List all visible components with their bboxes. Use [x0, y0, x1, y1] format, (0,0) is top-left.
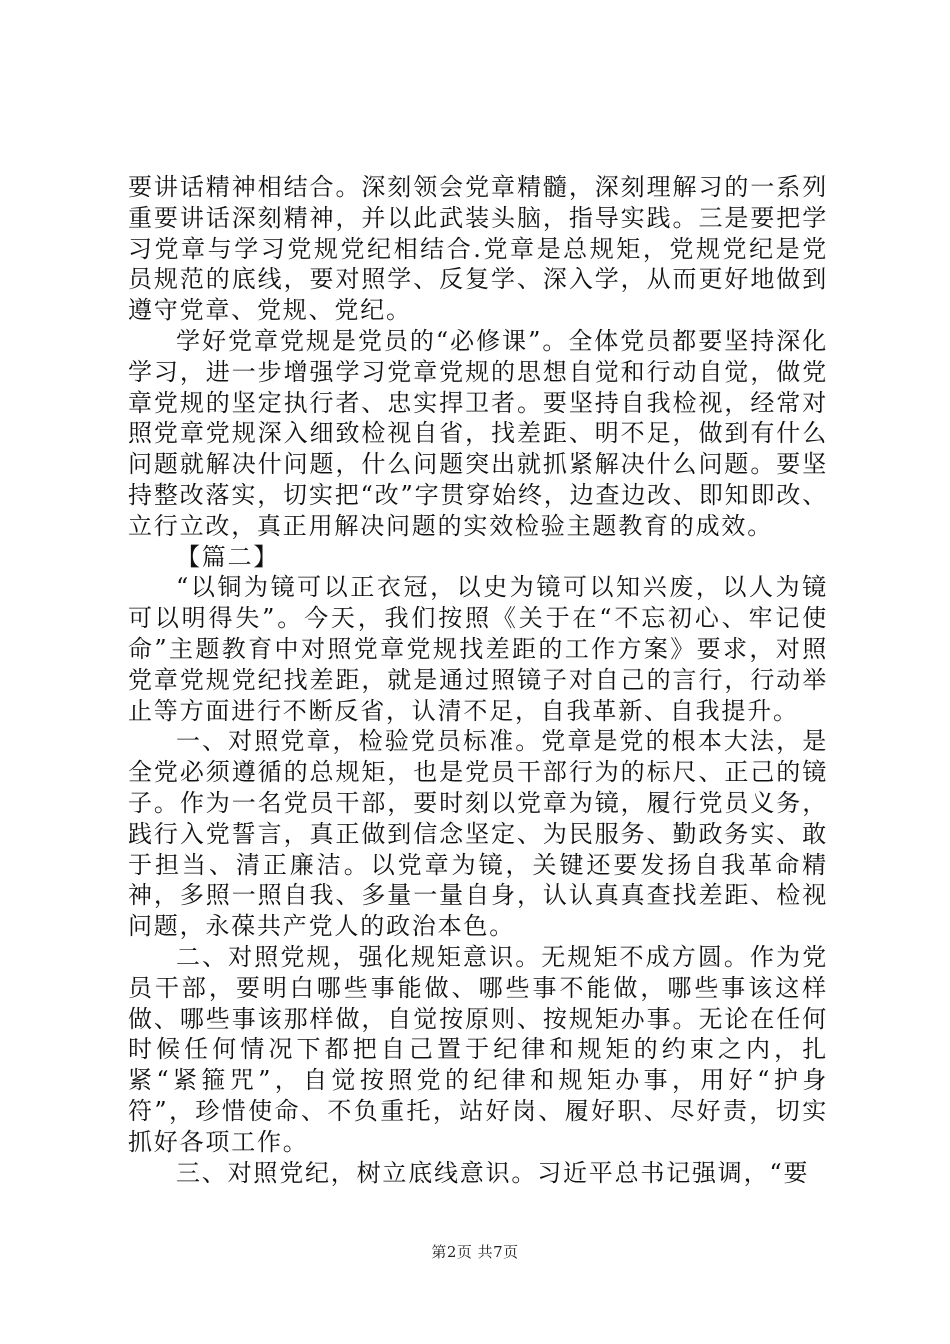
paragraph-point-one: 一、对照党章，检验党员标准。党章是党的根本大法，是全党必须遵循的总规矩，也是党员干部行为的标尺、正己的镜子。作为一名党员干部，要时刻以党章为镜，履行党员义务，践行入党誓言，真正做到信念坚定、为民服务、勤政务实、敢于担当、清正廉洁。以党章为镜，关键还要发扬自我革命精神，多照一照自我、多量一量自身，认认真真查找差距、检视问题，永葆共产党人的政治本色。 [128, 727, 828, 941]
paragraph-point-three: 三、对照党纪，树立底线意识。习近平总书记强调，“要 [176, 1158, 810, 1187]
document-body [128, 172, 828, 1188]
paragraph-continuation: 要讲话精神相结合。深刻领会党章精髓，深刻理解习的一系列重要讲话深刻精神，并以此武装头脑，指导实践。三是要把学习党章与学习党规党纪相结合.党章是总规矩，党规党纪是党员规范的底线，要对照学、反复学、深入学，从而更好地做到遵守党章、党规、党纪。 [128, 173, 828, 325]
paragraph-point-two: 二、对照党规，强化规矩意识。无规矩不成方圆。作为党员干部，要明白哪些事能做、哪些事不能做，哪些事该这样做、哪些事该那样做，自觉按原则、按规矩办事。无论在任何时候任何情况下都把自己置于纪律和规矩的约束之内，扎紧“紧箍咒”，自觉按照党的纪律和规矩办事，用好“护身符”，珍惜使命、不负重托，站好岗、履好职、尽好责，切实抓好各项工作。 [128, 942, 828, 1156]
paragraph-mirror-quote: “以铜为镜可以正衣冠，以史为镜可以知兴废，以人为镜可以明得失”。今天，我们按照《关于在“不忘初心、牢记使命”主题教育中对照党章党规找差距的工作方案》要求，对照党章党规党纪找差距，就是通过照镜子对自己的言行，行动举止等方面进行不断反省，认清不足，自我革新、自我提升。 [128, 573, 828, 725]
section-heading-part-two: 【篇二】 [176, 542, 280, 571]
page-number-footer: 第2页 共7页 [431, 1243, 519, 1261]
paragraph-study-party-rules: 学好党章党规是党员的“必修课”。全体党员都要坚持深化学习，进一步增强学习党章党规的思想自觉和行动自觉，做党章党规的坚定执行者、忠实捍卫者。要坚持自我检视，经常对照党章党规深入细致检视自省，找差距、明不足，做到有什么问题就解决什问题，什么问题突出就抓紧解决什么问题。要坚持整改落实，切实把“改”字贯穿始终，边查边改、即知即改、立行立改，真正用解决问题的实效检验主题教育的成效。 [128, 326, 828, 540]
